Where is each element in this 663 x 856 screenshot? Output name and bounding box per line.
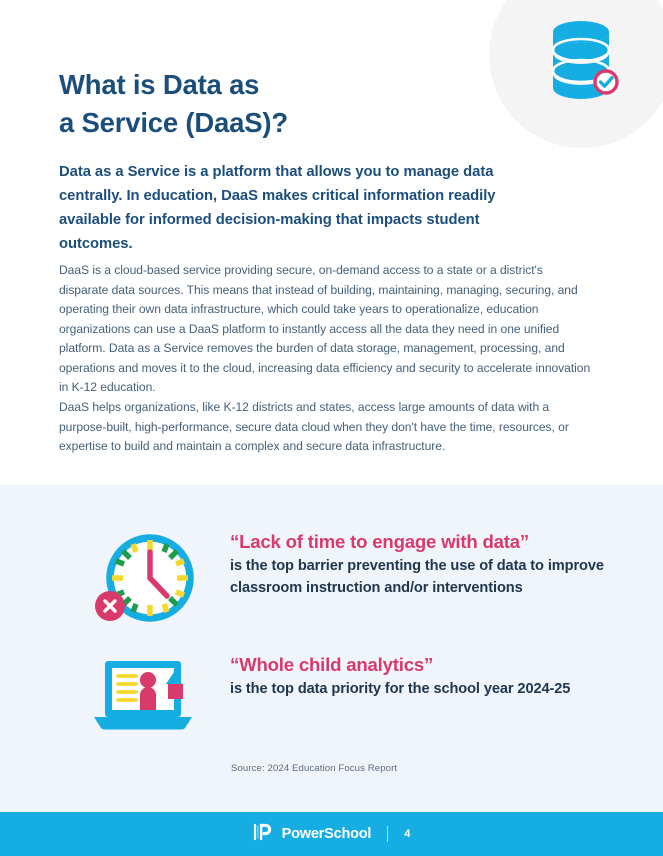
page-title xyxy=(59,66,479,141)
body-paragraph-2: DaaS helps organizations, like K-12 districts and states, access large amounts of data with a purpose-built, high-performance, secure data cloud when they don't have the time, resources, or expertise to build and maintain a complex and secure data infrastructure. xyxy=(59,400,569,454)
stat-quote: “Lack of time to engage with data” xyxy=(230,531,530,552)
footer-divider xyxy=(387,826,388,842)
page-title-line-1: What is Data as xyxy=(59,69,260,100)
body-paragraph-1: DaaS is a cloud-based service providing secure, on-demand access to a state or a district's disparate data sources. This means that instead of building, maintaining, managing, securing, and operating their own data infrastructure, which could take years to operationalize, education organizations can use a DaaS platform to instantly access all the data they need in one unified platform. Data as a Service removes the burden of data storage, management, processing, and operations and moves it to the cloud, increasing data efficiency and security to accelerate innovation in K-12 education. xyxy=(59,263,591,395)
page-number: 4 xyxy=(404,828,411,840)
source-note: Source: 2024 Education Focus Report xyxy=(231,763,398,774)
stat-item xyxy=(88,653,570,744)
stat-item xyxy=(88,530,663,637)
stats-section xyxy=(0,485,663,812)
clock-with-x-badge-icon xyxy=(88,530,208,637)
laptop-analytics-icon xyxy=(88,653,208,744)
page-title-line-2: a Service (DaaS)? xyxy=(59,106,288,138)
stat-description: is the top data priority for the school year 2024-25 xyxy=(230,681,571,698)
powerschool-logo-icon xyxy=(253,821,273,848)
stat-quote: “Whole child analytics” xyxy=(230,654,434,675)
lede-paragraph: Data as a Service is a platform that allows you to manage data centrally. In education, DaaS makes critical information readily available for informed decision-making that impacts student outcomes. xyxy=(59,164,496,253)
stat-text-block xyxy=(230,530,663,600)
database-check-icon xyxy=(545,18,621,100)
footer-content xyxy=(253,821,411,848)
page-footer xyxy=(0,812,663,856)
stat-description: is the top barrier preventing the use of data to improve classroom instruction and/or interventions xyxy=(230,558,604,597)
brand-name: PowerSchool xyxy=(281,826,372,842)
stat-text-block xyxy=(230,653,570,701)
